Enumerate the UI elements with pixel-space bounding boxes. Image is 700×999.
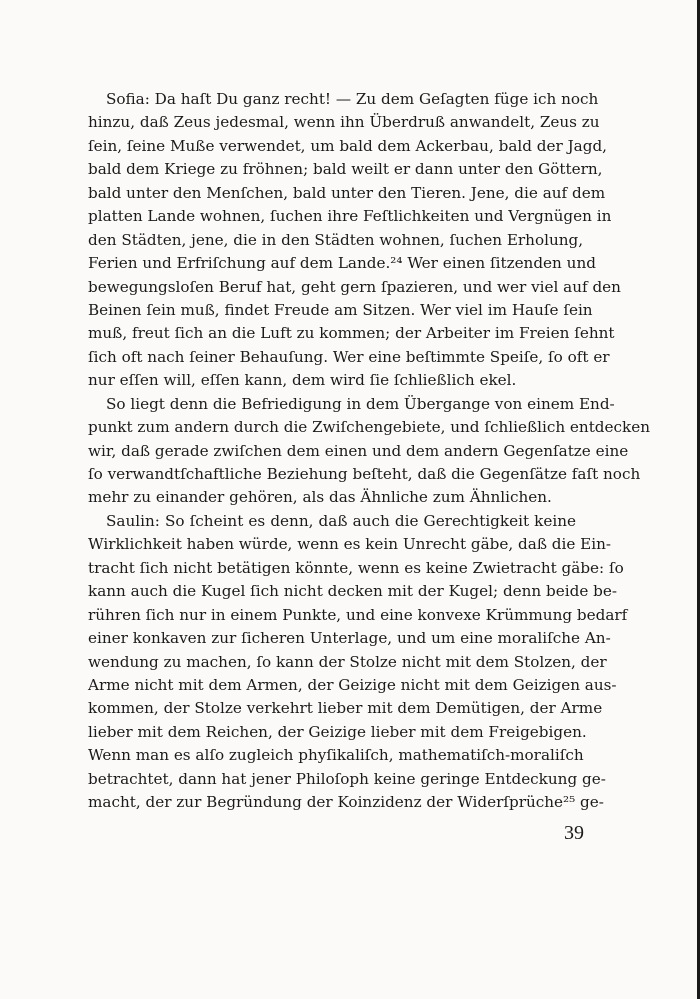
- text-line: einer konkaven zur ſicheren Unterlage, und um eine moraliſche An-: [88, 629, 611, 648]
- text-line: ſo verwandtſchaftliche Beziehung beſteht, daß die Gegenſätze faſt noch: [88, 465, 641, 483]
- text-line: bewegungsloſen Beruf hat, geht gern ſpazieren, und wer viel auf den: [88, 277, 621, 296]
- text-line: hinzu, daß Zeus jedesmal, wenn ihn Überdruß anwandelt, Zeus zu: [88, 113, 600, 132]
- text-line: bald dem Kriege zu fröhnen; bald weilt er dann unter den Göttern,: [88, 160, 603, 179]
- text-line: betrachtet, dann hat jener Philoſoph keine geringe Entdeckung ge-: [88, 769, 606, 788]
- text-line: Wirklichkeit haben würde, wenn es kein Unrecht gäbe, daß die Ein-: [88, 535, 612, 554]
- text-line: den Städten, jene, die in den Städten wohnen, ſuchen Erholung,: [88, 230, 584, 249]
- body-text: [88, 88, 650, 815]
- text-line: tracht ſich nicht betätigen könnte, wenn es keine Zwietracht gäbe: ſo: [88, 558, 624, 577]
- text-line: Saulin: So ſcheint es denn, daß auch die Gerechtigkeit keine: [106, 511, 576, 530]
- text-line: kann auch die Kugel ſich nicht decken mit der Kugel; denn beide be-: [88, 582, 617, 601]
- text-line: Wenn man es alſo zugleich phyſikaliſch, mathematiſch-moraliſch: [88, 746, 584, 765]
- text-line: bald unter den Menſchen, bald unter den Tieren. Jene, die auf dem: [88, 183, 606, 202]
- text-line: muß, freut ſich an die Luft zu kommen; der Arbeiter im Freien ſehnt: [88, 324, 615, 343]
- text-line: macht, der zur Begründung der Koinzidenz der Widerſprüche²⁵ ge-: [88, 793, 604, 812]
- text-line: lieber mit dem Reichen, der Geizige lieber mit dem Freigebigen.: [88, 722, 587, 741]
- text-line: wir, daß gerade zwiſchen dem einen und dem andern Gegenſatze eine: [88, 441, 629, 460]
- text-line: mehr zu einander gehören, als das Ähnliche zum Ähnlichen.: [88, 488, 552, 507]
- text-line: nur eſſen will, eſſen kann, dem wird ſie ſchließlich ekel.: [88, 371, 517, 390]
- text-line: So liegt denn die Befriedigung in dem Übergange von einem End-: [106, 394, 615, 413]
- text-line: Ferien und Erfriſchung auf dem Lande.²⁴ Wer einen ſitzenden und: [88, 254, 596, 273]
- text-line: rühren ſich nur in einem Punkte, und eine konvexe Krümmung bedarf: [88, 605, 628, 624]
- text-line: wendung zu machen, ſo kann der Stolze nicht mit dem Stolzen, der: [88, 652, 607, 671]
- text-line: ſich oft nach ſeiner Behauſung. Wer eine beſtimmte Speiſe, ſo oft er: [88, 347, 610, 366]
- text-line: kommen, der Stolze verkehrt lieber mit dem Demütigen, der Arme: [88, 699, 603, 718]
- text-line: ſein, ſeine Muße verwendet, um bald dem Ackerbau, bald der Jagd,: [88, 136, 607, 155]
- text-line: platten Lande wohnen, ſuchen ihre Feſtlichkeiten und Vergnügen in: [88, 207, 612, 226]
- text-line: Beinen ſein muß, findet Freude am Sitzen. Wer viel im Hauſe ſein: [88, 300, 593, 319]
- text-line: Arme nicht mit dem Armen, der Geizige nicht mit dem Geizigen aus-: [88, 675, 617, 694]
- text-line: Sofia: Da haſt Du ganz recht! — Zu dem Geſagten füge ich noch: [106, 90, 599, 108]
- page-number: 39: [564, 822, 584, 844]
- text-line: punkt zum andern durch die Zwiſchengebiete, und ſchließlich entdecken: [88, 418, 650, 437]
